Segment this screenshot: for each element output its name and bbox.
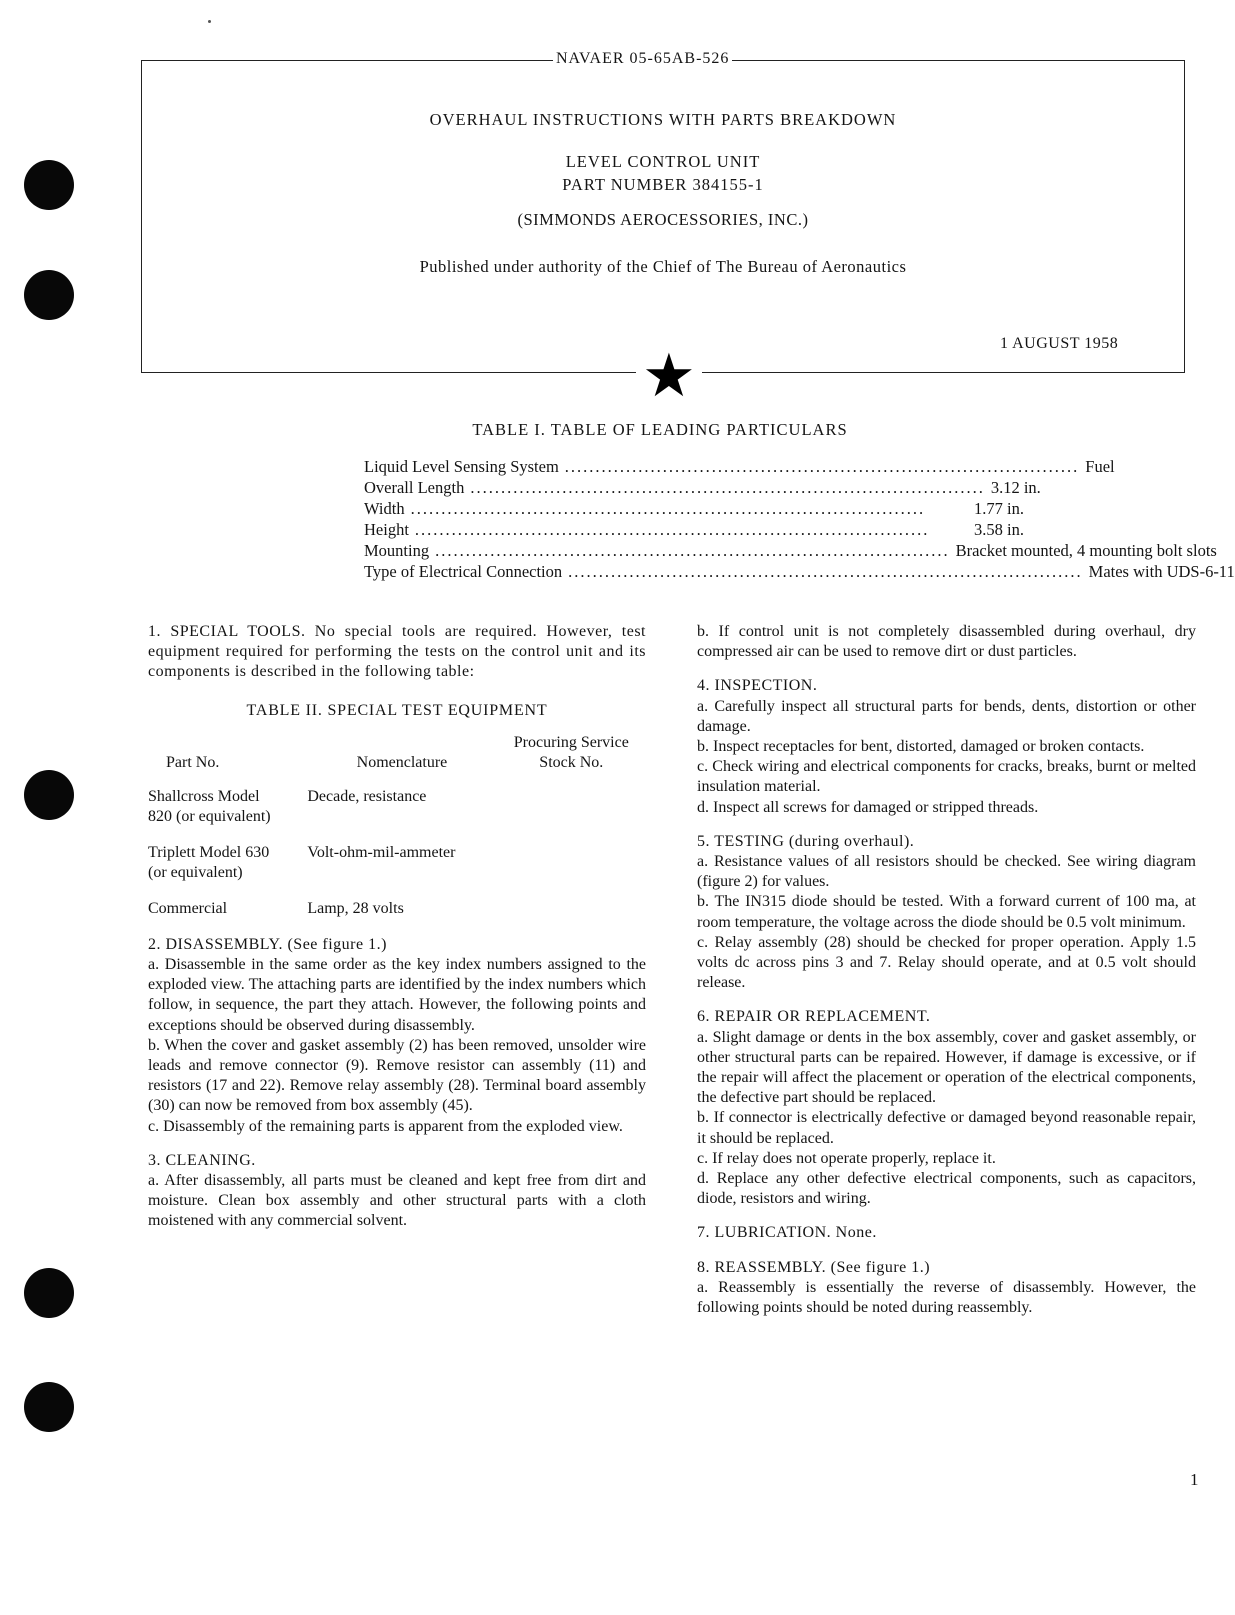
particular-label: Height bbox=[364, 520, 409, 539]
document-number: NAVAER 05-65AB-526 bbox=[553, 50, 732, 68]
table-cell: Volt-ohm-mil-ammeter bbox=[307, 843, 456, 861]
section-heading: 5. TESTING (during overhaul). bbox=[697, 832, 915, 850]
section-heading: 2. DISASSEMBLY. (See figure 1.) bbox=[148, 935, 387, 953]
publication-date: 1 AUGUST 1958 bbox=[1000, 335, 1119, 352]
table-row bbox=[148, 843, 646, 899]
particular-label: Liquid Level Sensing System bbox=[364, 457, 559, 476]
authority-line: Published under authority of the Chief of The Bureau of Aeronautics bbox=[419, 257, 907, 276]
table-cell bbox=[497, 787, 646, 843]
particular-row bbox=[364, 562, 1235, 583]
paragraph: b. If connector is electrically defective or damaged beyond reasonable repair, it should be replaced. bbox=[697, 1109, 1196, 1147]
column-header: Procuring Service Stock No. bbox=[513, 733, 629, 771]
table-cell: Triplett Model 630 (or equivalent) bbox=[148, 843, 270, 881]
table-cell bbox=[497, 843, 646, 899]
spacer bbox=[697, 1209, 1196, 1223]
particular-row bbox=[364, 520, 1024, 541]
unit-name: LEVEL CONTROL UNIT bbox=[565, 152, 761, 171]
column-header: Part No. bbox=[166, 753, 220, 771]
table-cell: Shallcross Model 820 (or equivalent) bbox=[148, 787, 271, 825]
part-number: PART NUMBER 384155-1 bbox=[562, 175, 764, 194]
particular-value: 1.77 in. bbox=[974, 499, 1024, 518]
paragraph: d. Replace any other defective electrical components, such as capacitors, diode, resistors and wiring. bbox=[697, 1170, 1196, 1208]
spacer bbox=[697, 818, 1196, 832]
table1-title: TABLE I. TABLE OF LEADING PARTICULARS bbox=[472, 420, 848, 439]
paragraph: a. Carefully inspect all structural parts for bends, dents, distortion or other damage. bbox=[697, 697, 1196, 735]
special-test-equipment-table bbox=[148, 733, 646, 935]
paragraph: c. Relay assembly (28) should be checked for proper operation. Apply 1.5 volts dc across pins 3 and 7. Relay should operate, and at 0.5 volt should release. bbox=[697, 933, 1196, 992]
binder-hole bbox=[24, 1268, 74, 1318]
paragraph: a. Slight damage or dents in the box assembly, cover and gasket assembly, or other structural parts can be repaired. However, if damage is excessive, or if the repair will affect the placement or operation of the electrical components, the defective part should be replaced. bbox=[697, 1028, 1196, 1107]
particular-value: Mates with UDS-6-11 bbox=[1088, 562, 1235, 581]
dot-leader: .................................................................................... bbox=[410, 499, 926, 518]
section-heading: 4. INSPECTION. bbox=[697, 677, 818, 695]
paragraph: c. Check wiring and electrical components for cracks, breaks, burnt or melted insulation material. bbox=[697, 758, 1196, 796]
spacer bbox=[148, 1137, 646, 1151]
binder-hole bbox=[24, 1382, 74, 1432]
particular-label: Type of Electrical Connection bbox=[364, 562, 563, 581]
right-column bbox=[697, 622, 1196, 1318]
table-cell: Decade, resistance bbox=[307, 787, 427, 805]
particular-value: 3.12 in. bbox=[990, 478, 1041, 497]
section-heading: 3. CLEANING. bbox=[148, 1151, 256, 1169]
particular-row bbox=[364, 499, 1024, 520]
dot-leader: .................................................................................... bbox=[568, 562, 1083, 581]
particular-row bbox=[364, 541, 1217, 562]
paragraph: c. If relay does not operate properly, replace it. bbox=[697, 1149, 996, 1167]
particular-row bbox=[364, 457, 1115, 478]
table-cell: Commercial bbox=[148, 899, 228, 917]
section-heading: 6. REPAIR OR REPLACEMENT. bbox=[697, 1008, 931, 1026]
left-column bbox=[148, 622, 646, 1232]
table-row bbox=[148, 899, 646, 935]
spacer bbox=[697, 662, 1196, 676]
particular-label: Width bbox=[364, 499, 405, 518]
table-cell: Lamp, 28 volts bbox=[307, 899, 404, 917]
particular-label: Mounting bbox=[364, 541, 430, 560]
particular-value: Fuel bbox=[1085, 457, 1115, 476]
particular-value: 3.58 in. bbox=[974, 520, 1024, 539]
paragraph: a. Disassemble in the same order as the key index numbers assigned to the exploded view. The attaching parts are identified by the index numbers which follow, in sequence, the part they attach. However, the following points and exceptions should be observed during disassembly. bbox=[148, 956, 646, 1034]
binder-hole bbox=[24, 160, 74, 210]
paragraph: b. The IN315 diode should be tested. With a forward current of 100 ma, at room temperature, the voltage across the diode should be 0.5 volt minimum. bbox=[697, 893, 1196, 931]
spacer bbox=[697, 1244, 1196, 1258]
column-header: Nomenclature bbox=[356, 753, 448, 771]
table-header-row bbox=[148, 733, 646, 787]
paragraph: b. If control unit is not completely disassembled during overhaul, dry compressed air can be used to remove dirt or dust particles. bbox=[697, 623, 1196, 661]
page-speck bbox=[208, 20, 211, 23]
dot-leader: .................................................................................... bbox=[435, 541, 950, 560]
paragraph: a. After disassembly, all parts must be cleaned and kept free from dirt and moisture. Clean box assembly and other structural parts with a cloth moistened with any commercial solvent. bbox=[148, 1172, 646, 1230]
section-heading: 8. REASSEMBLY. (See figure 1.) bbox=[697, 1258, 931, 1276]
particular-label: Overall Length bbox=[364, 478, 465, 497]
particular-value: Bracket mounted, 4 mounting bolt slots bbox=[955, 541, 1217, 560]
star-icon: ★ bbox=[636, 346, 702, 406]
particular-row bbox=[364, 478, 1041, 499]
paragraph: c. Disassembly of the remaining parts is apparent from the exploded view. bbox=[148, 1117, 623, 1135]
paragraph: b. Inspect receptacles for bent, distorted, damaged or broken contacts. bbox=[697, 738, 1145, 756]
manufacturer: (SIMMONDS AEROCESSORIES, INC.) bbox=[517, 210, 809, 229]
paragraph: d. Inspect all screws for damaged or stripped threads. bbox=[697, 798, 1039, 816]
paragraph: a. Reassembly is essentially the reverse of disassembly. However, the following points should be noted during reassembly. bbox=[697, 1278, 1196, 1317]
document-title: OVERHAUL INSTRUCTIONS WITH PARTS BREAKDOWN bbox=[429, 110, 897, 129]
binder-hole bbox=[24, 270, 74, 320]
spacer bbox=[697, 993, 1196, 1007]
section-heading: 7. LUBRICATION. None. bbox=[697, 1224, 877, 1242]
table-cell bbox=[497, 899, 646, 935]
leading-particulars-list bbox=[364, 457, 1235, 583]
dot-leader: .................................................................................... bbox=[414, 520, 930, 539]
dot-leader: .................................................................................... bbox=[470, 478, 985, 497]
dot-leader: .................................................................................... bbox=[564, 457, 1080, 476]
paragraph: a. Resistance values of all resistors should be checked. See wiring diagram (figure 2) for values. bbox=[697, 853, 1196, 891]
table2-title: TABLE II. SPECIAL TEST EQUIPMENT bbox=[246, 701, 548, 719]
table-row bbox=[148, 787, 646, 843]
binder-hole bbox=[24, 770, 74, 820]
paragraph: b. When the cover and gasket assembly (2) has been removed, unsolder wire leads and remove connector (9). Remove resistor can assembly (11) and resistors (17 and 22). Remove relay assembly (28). Terminal board assembly (30) can now be removed from box assembly (45). bbox=[148, 1036, 646, 1115]
special-tools-paragraph: 1. SPECIAL TOOLS. No special tools are required. However, test equipment required for performing the tests on the control unit and its components is described in the following table: bbox=[148, 623, 646, 681]
page-number: 1 bbox=[1190, 1470, 1199, 1489]
